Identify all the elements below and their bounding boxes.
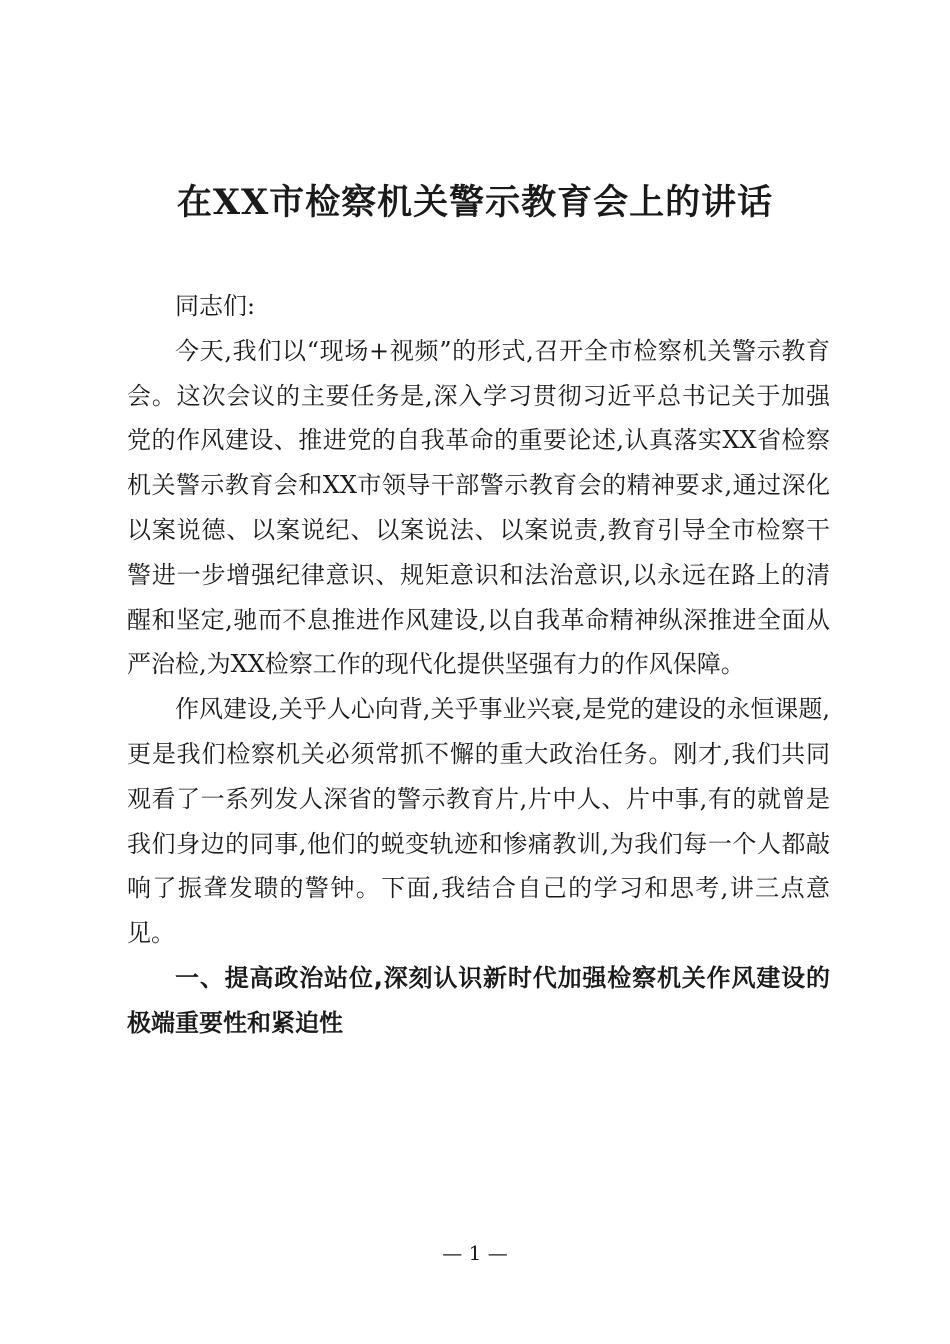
paragraph-2: 作风建设,关乎人心向背,关乎事业兴衰,是党的建设的永恒课题,更是我们检察机关必须常抓不懈的重大政治任务。刚才,我们共同观看了一系列发人深省的警示教育片,片中人、片中事,有的就曾是我们身边的同事,他们的蜕变轨迹和惨痛教训,为我们每一个人都敲响了振聋发聩的警钟。下面,我结合自己的学习和思考,讲三点意见。 <box>127 695 830 948</box>
document-title: 在XX市检察机关警示教育会上的讲话 <box>176 182 774 223</box>
page-number: — 1 — <box>442 1241 508 1265</box>
paragraph-1: 今天,我们以“现场+视频”的形式,召开全市检察机关警示教育会。这次会议的主要任务是,深入学习贯彻习近平总书记关于加强党的作风建设、推进党的自我革命的重要论述,认真落实XX省检察机关警示教育会和XX市领导干部警示教育会的精神要求,通过深化以案说德、以案说纪、以案说法、以案说责,教育引导全市检察干警进一步增强纪律意识、规矩意识和法治意识,以永远在路上的清醒和坚定,驰而不息推进作风建设,以自我革命精神纵深推进全面从严治检,为XX检察工作的现代化提供坚强有力的作风保障。 <box>127 336 830 679</box>
salutation: 同志们: <box>175 292 256 320</box>
section-heading-1: 一、提高政治站位,深刻认识新时代加强检察机关作风建设的极端重要性和紧迫性 <box>127 963 830 1037</box>
document-body <box>127 284 830 1046</box>
